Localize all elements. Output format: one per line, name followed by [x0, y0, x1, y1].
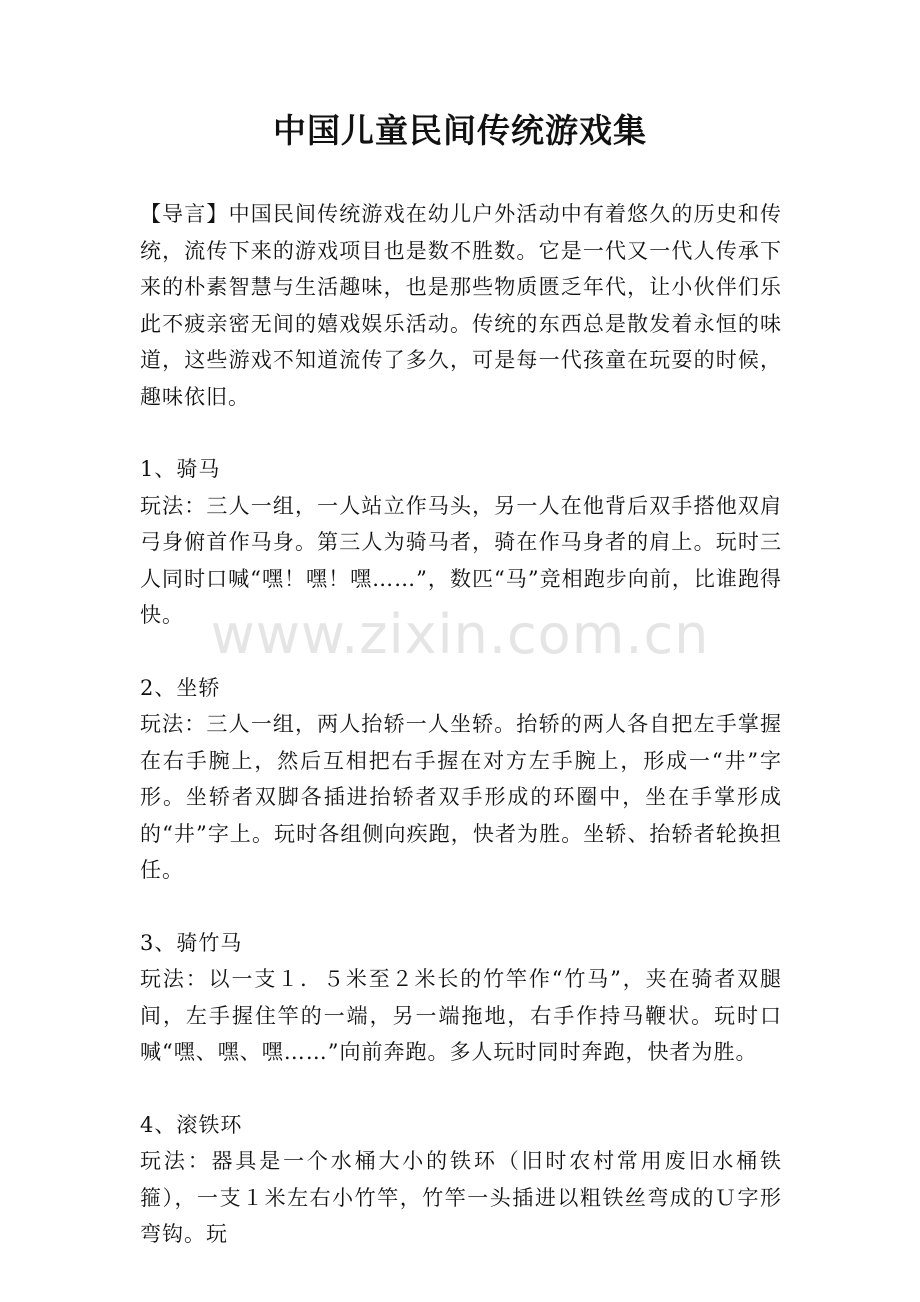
section-body-4: 玩法：器具是一个水桶大小的铁环（旧时农村常用废旧水桶铁箍），一支１米左右小竹竿，竹竿一头插进以粗铁丝弯成的Ｕ字形弯钩。玩 [140, 1149, 782, 1246]
section-body-2: 玩法：三人一组，两人抬轿一人坐轿。抬轿的两人各自把左手掌握在右手腕上，然后互相把右手握在对方左手腕上，形成一“井”字形。坐轿者双脚各插进抬轿者双手形成的环圈中，坐在手掌形成的“井”字上。玩时各组侧向疾跑，快者为胜。坐轿、抬轿者轮换担任。 [140, 712, 782, 882]
document-body [140, 196, 782, 1253]
section-body-1: 玩法：三人一组，一人站立作马头，另一人在他背后双手搭他双肩弓身俯首作马身。第三人为骑马者，骑在作马身者的肩上。玩时三人同时口喊“嘿！嘿！嘿……”，数匹“马”竞相跑步向前，比谁跑得快。 [140, 493, 782, 627]
section-heading-1: 1、骑马 [140, 457, 221, 481]
document-title: 中国儿童民间传统游戏集 [273, 111, 647, 150]
section-body-3: 玩法：以一支１．５米至２米长的竹竿作“竹马”，夹在骑者双腿间，左手握住竿的一端，另一端拖地，右手作持马鞭状。玩时口喊“嘿、嘿、嘿……”向前奔跑。多人玩时同时奔跑，快者为胜。 [140, 967, 782, 1064]
section-heading-3: 3、骑竹马 [140, 930, 243, 955]
section-heading-2: 2、坐轿 [140, 675, 221, 700]
intro-paragraph: 【导言】中国民间传统游戏在幼儿户外活动中有着悠久的历史和传统，流传下来的游戏项目也是数不胜数。它是一代又一代人传承下来的朴素智慧与生活趣味，也是那些物质匮乏年代，让小伙伴们乐此不疲亲密无间的嬉戏娱乐活动。传统的东西总是散发着永恒的味道，这些游戏不知道流传了多久，可是每一代孩童在玩耍的时候，趣味依旧。 [140, 202, 782, 409]
watermark: www.zixin.com.cn [210, 603, 710, 666]
section-heading-4: 4、滚铁环 [140, 1112, 243, 1137]
